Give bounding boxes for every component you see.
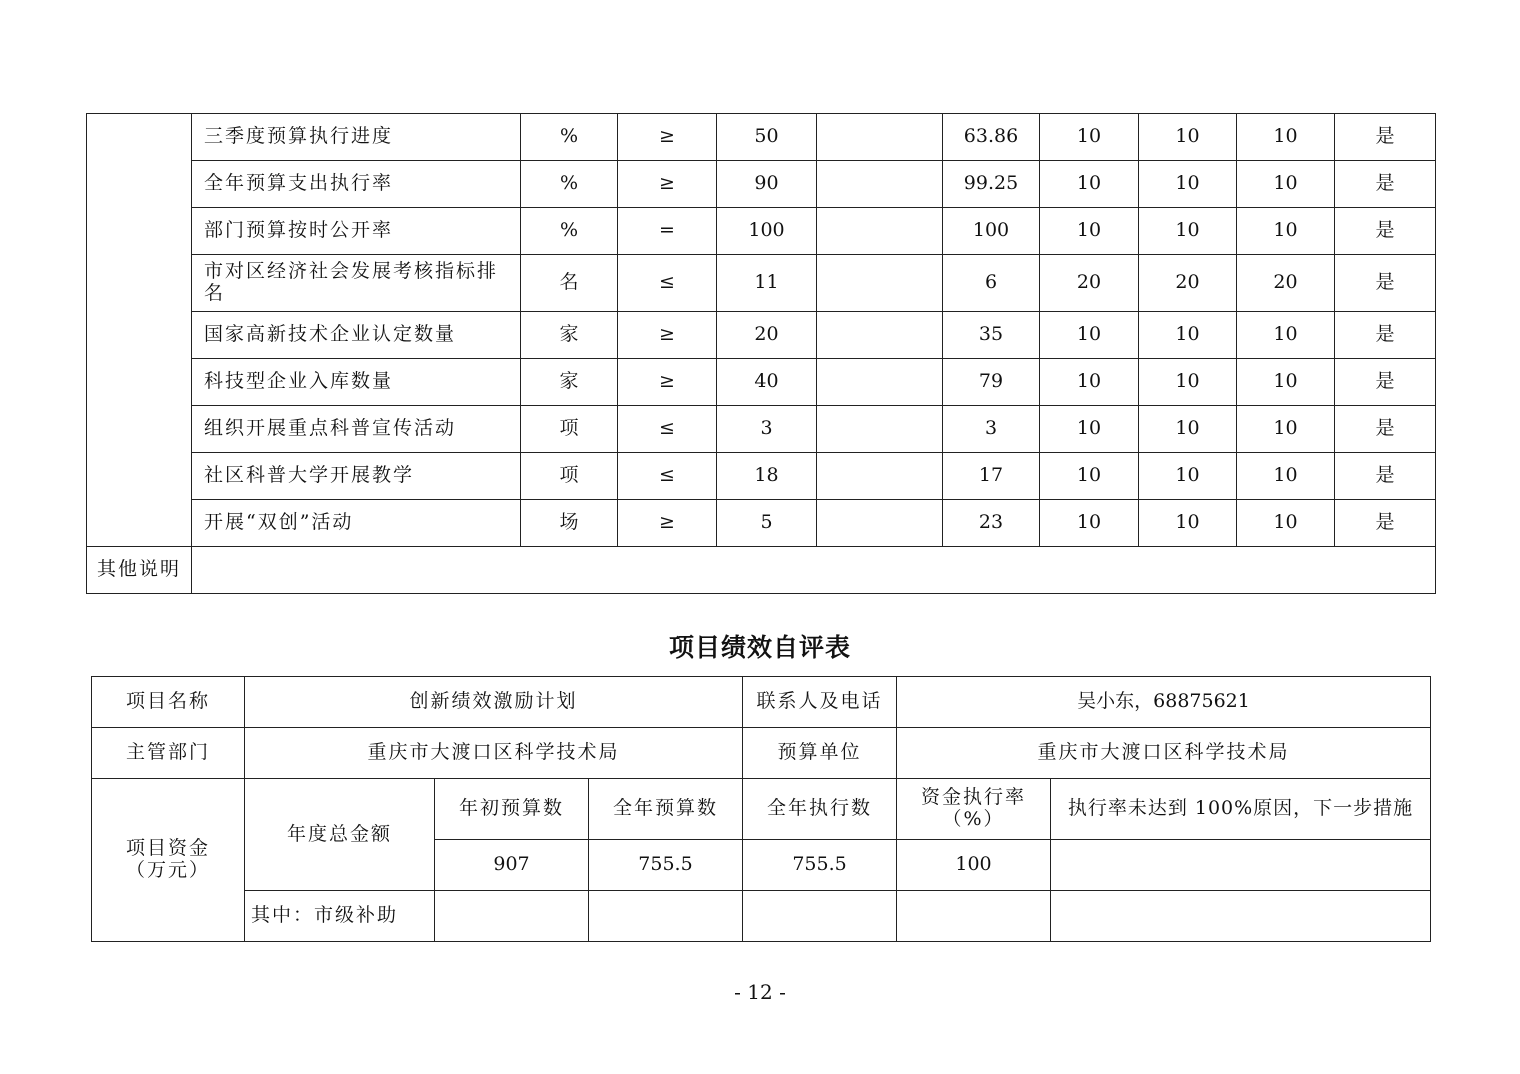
city-subsidy-reason <box>1051 891 1431 942</box>
indicator-score: 10 <box>1139 312 1237 359</box>
col-exec-rate <box>897 779 1051 840</box>
indicator-blank <box>817 359 943 406</box>
indicator-weight: 10 <box>1040 500 1139 547</box>
indicator-row <box>87 453 1436 500</box>
indicator-achieved: 是 <box>1335 312 1436 359</box>
val-full-exec: 755.5 <box>743 840 897 891</box>
indicator-unit: % <box>521 161 618 208</box>
indicator-target: 18 <box>717 453 817 500</box>
indicator-row <box>87 359 1436 406</box>
indicator-operator: ≤ <box>618 453 717 500</box>
indicator-actual: 23 <box>943 500 1040 547</box>
indicator-score: 10 <box>1139 453 1237 500</box>
indicator-score: 10 <box>1139 208 1237 255</box>
indicator-row <box>87 114 1436 161</box>
annual-total-label: 年度总金额 <box>245 779 435 891</box>
val-full-budget: 755.5 <box>589 840 743 891</box>
indicator-weight: 10 <box>1040 453 1139 500</box>
indicator-target: 5 <box>717 500 817 547</box>
indicator-self-score: 10 <box>1237 208 1335 255</box>
indicator-target: 20 <box>717 312 817 359</box>
indicator-row <box>87 161 1436 208</box>
indicator-operator: ≤ <box>618 406 717 453</box>
indicator-operator: ≥ <box>618 500 717 547</box>
indicator-actual: 99.25 <box>943 161 1040 208</box>
indicator-achieved: 是 <box>1335 359 1436 406</box>
city-subsidy-label: 其中：市级补助 <box>245 891 435 942</box>
contact-label: 联系人及电话 <box>743 677 897 728</box>
val-initial-budget: 907 <box>435 840 589 891</box>
indicator-operator: ≤ <box>618 255 717 312</box>
indicator-weight: 20 <box>1040 255 1139 312</box>
indicator-weight: 10 <box>1040 312 1139 359</box>
indicator-blank <box>817 114 943 161</box>
project-name-value: 创新绩效激励计划 <box>245 677 743 728</box>
indicator-unit: 场 <box>521 500 618 547</box>
indicator-actual: 6 <box>943 255 1040 312</box>
indicator-name: 部门预算按时公开率 <box>192 208 521 255</box>
other-notes-row <box>87 547 1436 594</box>
indicator-name: 科技型企业入库数量 <box>192 359 521 406</box>
city-subsidy-full-exec <box>743 891 897 942</box>
indicator-achieved: 是 <box>1335 255 1436 312</box>
city-subsidy-initial <box>435 891 589 942</box>
indicator-self-score: 10 <box>1237 312 1335 359</box>
other-notes-label: 其他说明 <box>87 547 192 594</box>
funds-label-line1: 项目资金 <box>125 837 210 860</box>
indicator-actual: 100 <box>943 208 1040 255</box>
indicator-name: 全年预算支出执行率 <box>192 161 521 208</box>
indicator-achieved: 是 <box>1335 114 1436 161</box>
indicator-name: 市对区经济社会发展考核指标排名 <box>192 255 521 312</box>
indicator-self-score: 10 <box>1237 114 1335 161</box>
funds-header-row <box>92 779 1431 840</box>
project-name-row <box>92 677 1431 728</box>
indicator-self-score: 10 <box>1237 453 1335 500</box>
project-performance-table <box>91 676 1431 942</box>
col-reason: 执行率未达到 100%原因，下一步措施 <box>1051 779 1431 840</box>
indicator-blank <box>817 406 943 453</box>
indicator-operator: ≥ <box>618 312 717 359</box>
indicator-target: 50 <box>717 114 817 161</box>
funds-label-line2: （万元） <box>125 859 210 881</box>
indicator-achieved: 是 <box>1335 500 1436 547</box>
indicator-unit: 家 <box>521 359 618 406</box>
indicator-blank <box>817 255 943 312</box>
indicator-self-score: 20 <box>1237 255 1335 312</box>
indicator-unit: % <box>521 208 618 255</box>
city-subsidy-rate <box>897 891 1051 942</box>
project-name-label: 项目名称 <box>92 677 245 728</box>
budget-unit-value: 重庆市大渡口区科学技术局 <box>897 728 1431 779</box>
indicator-weight: 10 <box>1040 406 1139 453</box>
indicator-blank <box>817 161 943 208</box>
indicator-score: 10 <box>1139 406 1237 453</box>
val-reason <box>1051 840 1431 891</box>
indicator-unit: 项 <box>521 453 618 500</box>
indicator-name: 国家高新技术企业认定数量 <box>192 312 521 359</box>
indicator-self-score: 10 <box>1237 406 1335 453</box>
project-table-title: 项目绩效自评表 <box>668 633 851 662</box>
indicator-achieved: 是 <box>1335 208 1436 255</box>
indicator-blank <box>817 208 943 255</box>
indicator-row <box>87 500 1436 547</box>
funds-label <box>92 779 245 942</box>
page-number: - 12 - <box>734 980 786 1004</box>
indicator-name: 社区科普大学开展教学 <box>192 453 521 500</box>
indicator-weight: 10 <box>1040 114 1139 161</box>
indicator-row <box>87 312 1436 359</box>
indicator-target: 3 <box>717 406 817 453</box>
indicator-target: 40 <box>717 359 817 406</box>
indicator-unit: % <box>521 114 618 161</box>
indicator-name: 三季度预算执行进度 <box>192 114 521 161</box>
indicator-actual: 3 <box>943 406 1040 453</box>
indicator-self-score: 10 <box>1237 161 1335 208</box>
dept-row <box>92 728 1431 779</box>
indicator-category-cell <box>87 114 192 547</box>
col-full-exec: 全年执行数 <box>743 779 897 840</box>
indicator-actual: 63.86 <box>943 114 1040 161</box>
indicator-target: 100 <box>717 208 817 255</box>
indicator-unit: 项 <box>521 406 618 453</box>
indicator-actual: 17 <box>943 453 1040 500</box>
col-initial-budget: 年初预算数 <box>435 779 589 840</box>
indicator-blank <box>817 500 943 547</box>
indicator-score: 10 <box>1139 500 1237 547</box>
indicator-weight: 10 <box>1040 208 1139 255</box>
indicator-weight: 10 <box>1040 359 1139 406</box>
city-subsidy-row <box>92 891 1431 942</box>
indicator-achieved: 是 <box>1335 406 1436 453</box>
indicator-blank <box>817 312 943 359</box>
indicator-target: 90 <box>717 161 817 208</box>
contact-value: 吴小东，68875621 <box>897 677 1431 728</box>
indicator-name: 组织开展重点科普宣传活动 <box>192 406 521 453</box>
indicator-operator: = <box>618 208 717 255</box>
col-exec-rate-line1: 资金执行率 <box>921 786 1027 809</box>
indicator-operator: ≥ <box>618 114 717 161</box>
other-notes-value <box>192 547 1436 594</box>
dept-label: 主管部门 <box>92 728 245 779</box>
indicator-row <box>87 255 1436 312</box>
indicator-row <box>87 406 1436 453</box>
indicator-actual: 35 <box>943 312 1040 359</box>
indicator-target: 11 <box>717 255 817 312</box>
indicator-self-score: 10 <box>1237 359 1335 406</box>
budget-unit-label: 预算单位 <box>743 728 897 779</box>
indicator-actual: 79 <box>943 359 1040 406</box>
val-exec-rate: 100 <box>897 840 1051 891</box>
indicator-unit: 名 <box>521 255 618 312</box>
indicator-blank <box>817 453 943 500</box>
indicator-weight: 10 <box>1040 161 1139 208</box>
indicator-unit: 家 <box>521 312 618 359</box>
indicator-achieved: 是 <box>1335 161 1436 208</box>
indicator-score: 20 <box>1139 255 1237 312</box>
indicator-score: 10 <box>1139 359 1237 406</box>
indicator-operator: ≥ <box>618 161 717 208</box>
indicator-achieved: 是 <box>1335 453 1436 500</box>
col-full-budget: 全年预算数 <box>589 779 743 840</box>
indicator-row <box>87 208 1436 255</box>
city-subsidy-full-budget <box>589 891 743 942</box>
indicator-name: 开展“双创”活动 <box>192 500 521 547</box>
indicator-operator: ≥ <box>618 359 717 406</box>
indicator-score: 10 <box>1139 114 1237 161</box>
col-exec-rate-line2: （%） <box>942 808 1005 830</box>
dept-value: 重庆市大渡口区科学技术局 <box>245 728 743 779</box>
indicator-table <box>86 113 1436 594</box>
indicator-self-score: 10 <box>1237 500 1335 547</box>
indicator-score: 10 <box>1139 161 1237 208</box>
